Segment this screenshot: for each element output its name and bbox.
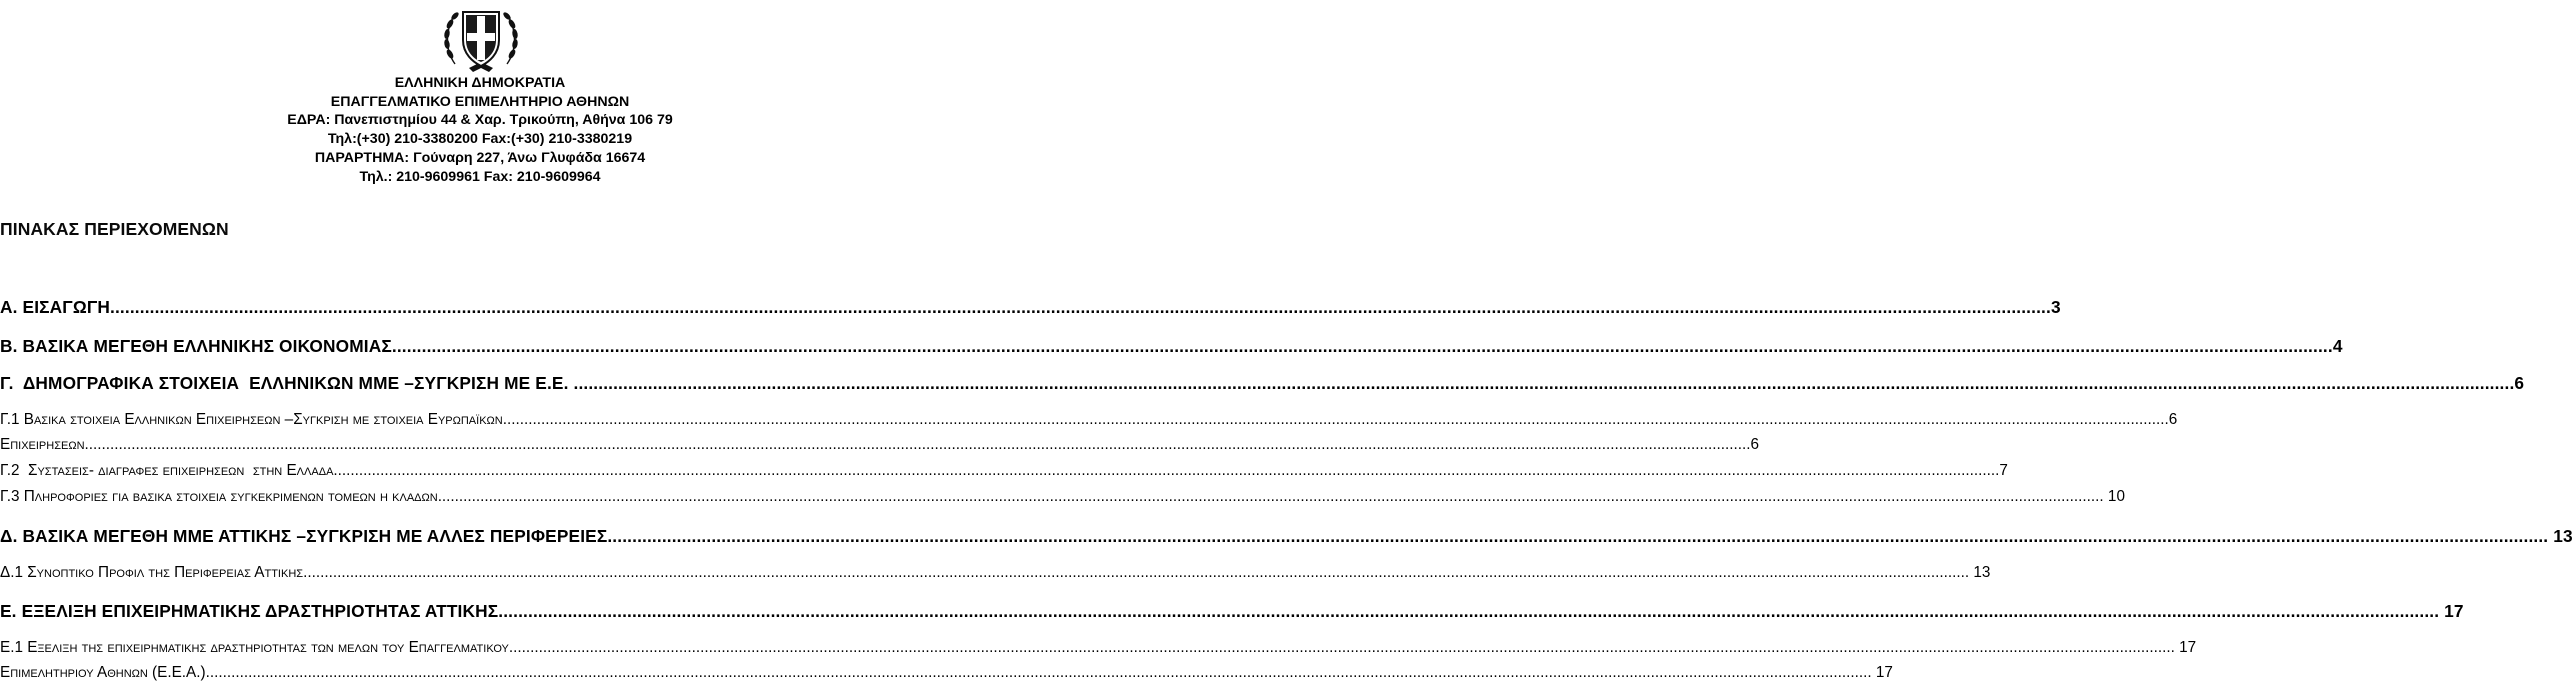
toc-entry-label: Δ.1 Συνοπτικο Προφιλ τησ Περιφερειασ Αττικησ: [0, 564, 304, 581]
toc-dot-leader: [303, 564, 1969, 582]
toc-dot-leader: [333, 462, 1999, 480]
toc-entry-d1[interactable]: [0, 564, 1991, 582]
toc-entry-page-number: 17: [2179, 639, 2197, 656]
toc-entry-label: Γ.1 Βασικα στοιχεια Ελληνικων Επιχειρησεων –Συγκριση με στοιχεια Ευρωπαϊκων: [0, 411, 503, 428]
toc-entry-attica-sme[interactable]: [0, 526, 2573, 547]
toc-title: ΠΙΝΑΚΑΣ ΠΕΡΙΕΧΟΜΕΝΩΝ: [0, 219, 229, 239]
toc-entry-g1-continued[interactable]: [0, 436, 1760, 454]
toc-entry-demographics[interactable]: [0, 373, 2525, 394]
toc-entry-label: Επιχειρησεων: [0, 436, 85, 453]
toc-entry-label: Δ. ΒΑΣΙΚΑ ΜΕΓΕΘΗ ΜΜΕ ΑΤΤΙΚΗΣ –ΣΥΓΚΡΙΣΗ ΜΕ ΑΛΛΕΣ ΠΕΡΙΦΕΡΕΙΕΣ: [0, 526, 608, 546]
toc-entry-page: 4: [2332, 336, 2343, 356]
toc-entry-g2[interactable]: [0, 462, 2008, 480]
toc-entry-label: Γ.3 Πληροφοριεσ για βασικα στοιχεια συγκεκριμενων τομεων η κλαδων: [0, 488, 438, 505]
toc-entry-e1[interactable]: [0, 639, 2197, 657]
toc-entry-page: 7: [1999, 462, 2008, 479]
header-line-address: ΕΔΡΑ: Πανεπιστημίου 44 & Χαρ. Τρικούπη, Αθήνα 106 79: [287, 112, 673, 129]
toc-dot-leader: [509, 639, 2175, 657]
toc-entry-page: [2175, 639, 2196, 657]
header-line-phone: Τηλ:(+30) 210-3380200 Fax:(+30) 210-3380219: [327, 131, 633, 148]
toc-dot-leader: [206, 664, 1872, 682]
header-line-organization: ΕΠΑΓΓΕΛΜΑΤΙΚΟ ΕΠΙΜΕΛΗΤΗΡΙΟ ΑΘΗΝΩΝ: [330, 93, 630, 110]
toc-entry-label: Γ. ΔΗΜΟΓΡΑΦΙΚΑ ΣΤΟΙΧΕΙΑ ΕΛΛΗΝΙΚΩΝ ΜΜΕ –ΣΥΓΚΡΙΣΗ ΜΕ Ε.Ε.: [0, 373, 574, 393]
header-line-branch: ΠΑΡΑΡΤΗΜΑ: Γούναρη 227, Άνω Γλυφάδα 16674: [314, 149, 646, 166]
toc-entry-label: Α. ΕΙΣΑΓΩΓΗ: [0, 297, 111, 317]
toc-entry-label: Επιμελητηριου Αθηνων (Ε.Ε.Α.): [0, 664, 206, 681]
toc-dot-leader: [438, 488, 2104, 506]
toc-dot-leader: [503, 411, 2169, 429]
header-line-branch-phone: Τηλ.: 210-9609961 Fax: 210-9609964: [359, 168, 601, 185]
toc-entry-introduction[interactable]: [0, 297, 2061, 318]
toc-entry-page: 17: [1871, 664, 1893, 681]
toc-entry-page: 3: [2050, 297, 2061, 317]
toc-dot-leader: [498, 601, 2439, 622]
toc-dot-leader: [110, 297, 2051, 318]
toc-entry-page: 17: [2439, 601, 2464, 621]
toc-entry-g3[interactable]: [0, 488, 2125, 506]
toc-entry-page: 6: [2168, 411, 2178, 428]
toc-entry-label: Β. ΒΑΣΙΚΑ ΜΕΓΕΘΗ ΕΛΛΗΝΙΚΗΣ ΟΙΚΟΝΟΜΙΑΣ: [0, 336, 392, 356]
toc-dot-leader: [574, 373, 2515, 394]
toc-entry-g1[interactable]: [0, 411, 2178, 429]
letterhead: [0, 74, 960, 186]
toc-entry-e1-continued[interactable]: [0, 664, 1893, 682]
header-line-country: ΕΛΛΗΝΙΚΗ ΔΗΜΟΚΡΑΤΙΑ: [394, 75, 566, 91]
toc-entry-label: Ε.1 Εξελιξη τησ επιχειρηματικησ δραστηριοτητασ των μελων του Επαγγελματικου: [0, 639, 509, 656]
toc-dot-leader: [392, 336, 2333, 357]
toc-entry-greek-economy[interactable]: [0, 336, 2343, 357]
toc-entry-page: 13: [2548, 526, 2573, 546]
toc-dot-leader: [607, 526, 2548, 547]
toc-entry-page: 10: [2103, 488, 2125, 505]
toc-entry-page: 6: [1750, 436, 1760, 453]
toc-entry-label: Γ.2 Συστασεισ- διαγραφεσ επιχειρησεων στην Ελλαδα: [0, 462, 334, 479]
toc-entry-page: 6: [2514, 373, 2525, 393]
toc-entry-page: 13: [1969, 564, 1991, 581]
toc-entry-business-activity[interactable]: [0, 601, 2464, 622]
hellenic-coat-of-arms-icon: [441, 2, 521, 74]
toc-entry-label: Ε. ΕΞΕΛΙΞΗ ΕΠΙΧΕΙΡΗΜΑΤΙΚΗΣ ΔΡΑΣΤΗΡΙΟΤΗΤΑΣ ΑΤΤΙΚΗΣ: [0, 601, 499, 621]
toc-dot-leader: [85, 436, 1751, 454]
